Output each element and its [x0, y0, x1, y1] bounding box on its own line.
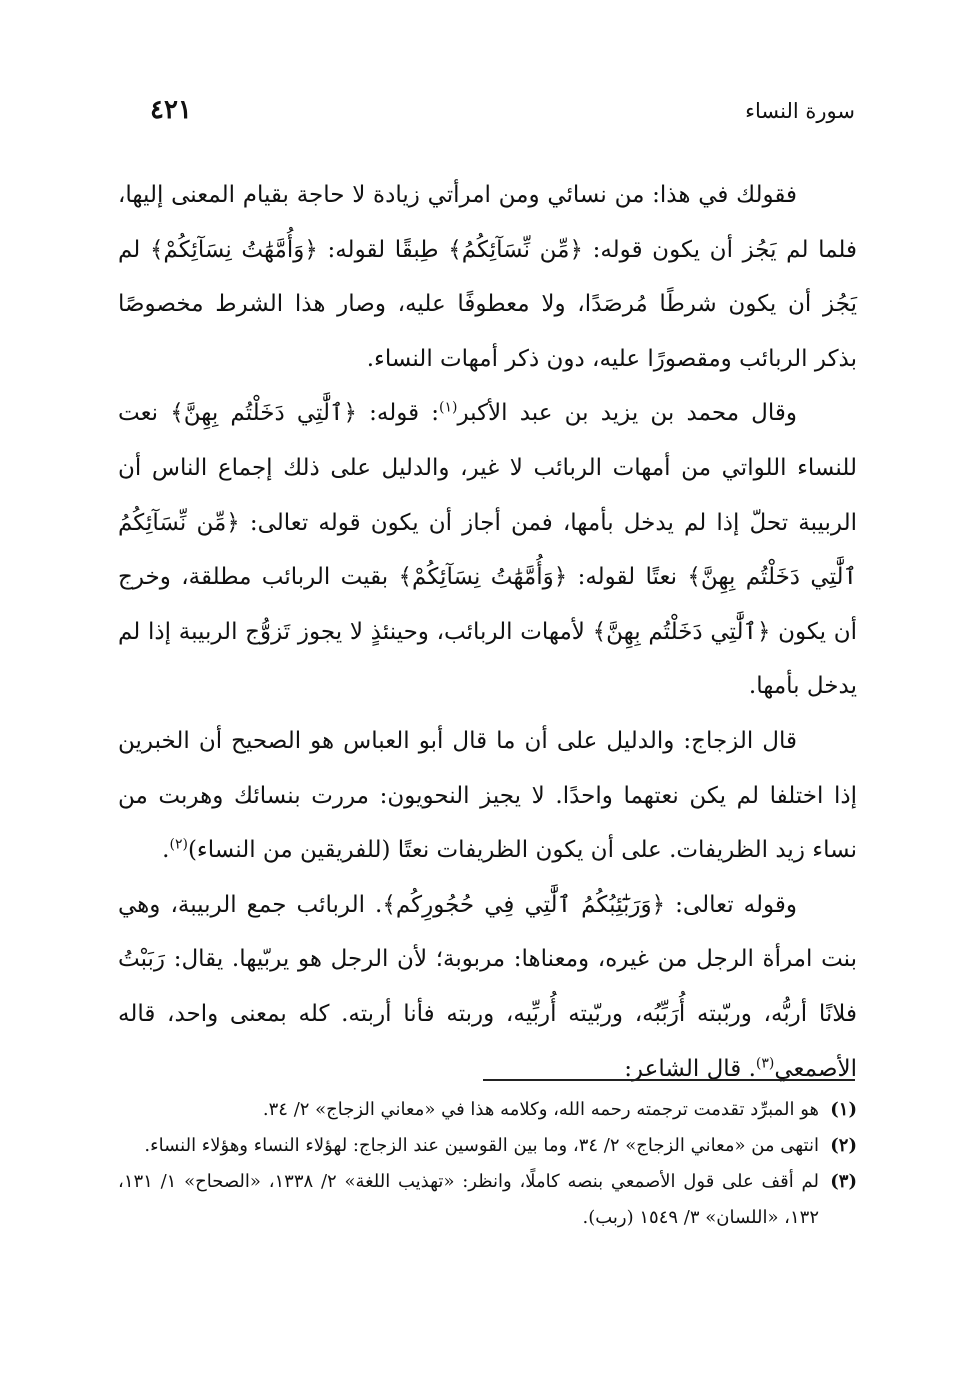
surah-title: سورة النساء — [745, 99, 855, 123]
footnote-divider — [483, 1079, 855, 1081]
footnote-marker-1[interactable]: (١) — [439, 399, 458, 416]
page-header — [150, 95, 855, 135]
footnote-text: هو المبرِّد تقدمت ترجمته رحمه الله، وكلامه هذا في «معاني الزجاج» ٢/ ٣٤. — [262, 1099, 819, 1120]
paragraph-2-start: وقال محمد بن يزيد بن عبد الأكبر — [457, 400, 798, 427]
paragraph-3-start: قال الزجاج: والدليل على أن ما قال أبو العباس هو الصحيح أن الخبرين إذا اختلفا لم يكن نعتهما واحدًا. لا يجيز النحويون: مررت بنسائك وهربت من نساء زيد الظريفات. على أن يكون الظريفات نعتًا (للفريقين من النساء) — [118, 727, 857, 864]
footnote-number: (١) — [830, 1099, 857, 1120]
paragraph-4 — [118, 878, 857, 1096]
paragraph-3 — [118, 714, 857, 878]
paragraph-3-rest: . — [162, 837, 170, 864]
footnote-marker-3[interactable]: (٣) — [755, 1054, 775, 1071]
footnote-3 — [118, 1164, 857, 1236]
paragraph-1: فقولك في هذا: من نسائي ومن امرأتي زيادة لا حاجة بقيام المعنى إليها، فلما لم يَجُز أن يكون قوله: ﴿مِّن نِّسَآئِكُمُ﴾ طِبقًا لقوله: ﴿وَأُمَّهَٰتُ نِسَآئِكُمْ﴾ لم يَجُز أن يكون شرطًا مُرصَدًا، ولا معطوفًا عليه، وصار هذا الشرط مخصوصًا بذكر الربائب ومقصورًا عليه، دون ذكر أمهات النساء. — [118, 182, 857, 372]
paragraph-2 — [118, 386, 857, 714]
paragraph-2-rest: : قوله: ﴿ٱلَّٰتِي دَخَلْتُم بِهِنَّ﴾ نعت للنساء اللواتي من أمهات الربائب لا غير، والدليل على ذلك إجماع الناس أن الربيبة تحلّ إذا لم يدخل بأمها، فمن أجاز أن يكون قوله تعالى: ﴿مِّن نِّسَآئِكُمُ ٱلَّٰتِي دَخَلْتُم بِهِنَّ﴾ نعتًا لقوله: ﴿وَأُمَّهَٰتُ نِسَآئِكُمْ﴾ بقيت الربائب مطلقة، وخرج أن يكون ﴿ٱلَّٰتِي دَخَلْتُم بِهِنَّ﴾ لأمهات الربائب، وحينئذٍ لا يجوز تَزوُّج الربيبة إذا لم يدخل بأمها. — [118, 400, 857, 700]
footnote-2 — [118, 1128, 857, 1164]
footnotes — [118, 1092, 857, 1236]
footnote-number: (٢) — [830, 1135, 857, 1156]
footnote-number: (٣) — [830, 1171, 857, 1192]
footnote-text: انتهى من «معاني الزجاج» ٢/ ٣٤، وما بين القوسين عند الزجاج: لهؤلاء النساء وهؤلاء النساء. — [144, 1135, 819, 1156]
footnote-1 — [118, 1092, 857, 1128]
paragraph-4-start: وقوله تعالى: ﴿وَرَبَٰٓئِبُكُمُ ٱلَّٰتِي فِي حُجُورِكُم﴾. الربائب جمع الربيبة، وهي بنت امرأة الرجل من غيره، ومعناها: مربوبة؛ لأن الرجل هو يربّيها. يقال: رَبَبْتُ فلانًا أربُّه، وربّبته أُرَبِّبُه، وربّيته أُربِّيه، وربته فأنا أربته. كله بمعنى واحد، قاله الأصمعي — [118, 891, 857, 1082]
paragraph-4-rest: . قال الشاعر: — [624, 1055, 756, 1082]
footnote-marker-2[interactable]: (٢) — [169, 836, 188, 853]
main-text — [118, 168, 857, 1096]
footnote-text: لم أقف على قول الأصمعي بنصه كاملًا، وانظر: «تهذيب اللغة» ٢/ ١٣٣٨، «الصحاح» ١/ ١٣١، ١٣٢، «اللسان» ٣/ ١٥٤٩ (ربب). — [118, 1171, 819, 1228]
page-number: ٤٢١ — [150, 95, 192, 125]
